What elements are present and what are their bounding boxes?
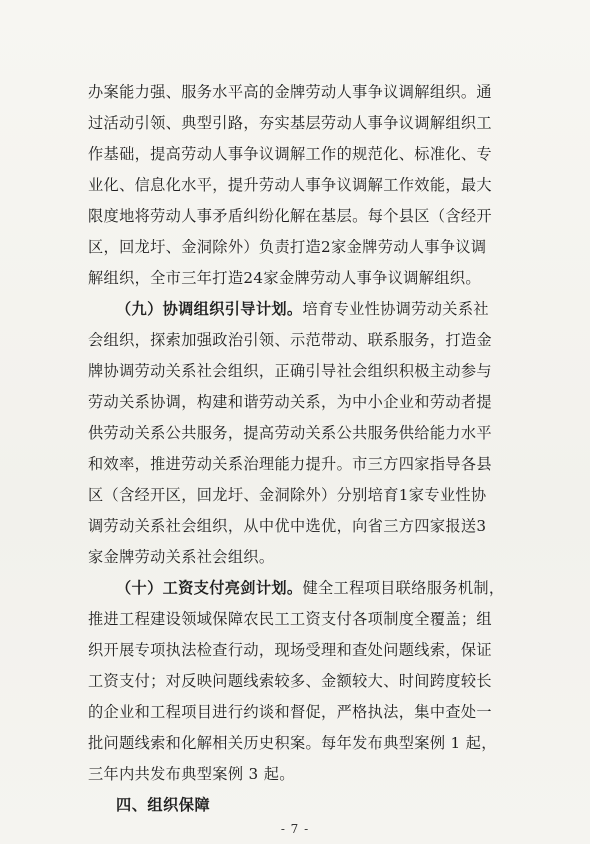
text-line: 工资支付；对反映问题线索较多、金额较大、时间跨度较长 (88, 672, 492, 690)
subsection-heading-ten: （十）工资支付亮剑计划。 (116, 579, 303, 597)
text-line: 区（含经开区，回龙圩、金洞除外）分别培育1家专业性协 (88, 486, 487, 504)
text-span: 培育专业性协调劳动关系社 (302, 300, 489, 318)
text-line: 供劳动关系公共服务，提高劳动关系公共服务供给能力水平 (88, 424, 492, 442)
text-line: 过活动引领、典型引路，夯实基层劳动人事争议调解组织工 (88, 114, 492, 132)
text-line: 的企业和工程项目进行约谈和督促，严格执法，集中查处一 (88, 703, 492, 721)
text-line: 调劳动关系社会组织，从中优中选优，向省三方四家报送3 (88, 517, 487, 535)
text-line: 推进工程建设领域保障农民工工资支付各项制度全覆盖；组 (88, 610, 492, 628)
text-line: 和效率，推进劳动关系治理能力提升。市三方四家指导各县 (88, 455, 492, 473)
page-number: - 7 - (280, 822, 310, 836)
text-line: 牌协调劳动关系社会组织，正确引导社会组织积极主动参与 (88, 362, 492, 380)
text-line: 批问题线索和化解相关历史积案。每年发布典型案例 1 起， (88, 734, 497, 752)
text-span: 健全工程项目联络服务机制， (302, 579, 505, 597)
paragraph-first-line (116, 578, 504, 598)
text-line: 办案能力强、服务水平高的金牌劳动人事争议调解组织。通 (88, 83, 492, 101)
section-heading: 四、组织保障 (116, 796, 211, 814)
subsection-heading-nine: （九）协调组织引导计划。 (116, 300, 303, 318)
paragraph-first-line (116, 299, 489, 319)
text-line: 劳动关系协调，构建和谐劳动关系，为中小企业和劳动者提 (88, 393, 492, 411)
text-line: 作基础，提高劳动人事争议调解工作的规范化、标准化、专 (88, 145, 492, 163)
text-line: 三年内共发布典型案例 3 起。 (88, 765, 295, 783)
text-line: 区，回龙圩、金洞除外）负责打造2家金牌劳动人事争议调 (88, 238, 487, 256)
text-line: 织开展专项执法检查行动，现场受理和查处问题线索，保证 (88, 641, 492, 659)
text-line: 限度地将劳动人事矛盾纠纷化解在基层。每个县区（含经开 (88, 207, 492, 225)
text-line: 解组织，全市三年打造24家金牌劳动人事争议调解组织。 (88, 269, 481, 287)
text-line: 家金牌劳动关系社会组织。 (88, 548, 275, 566)
text-line: 业化、信息化水平，提升劳动人事争议调解工作效能，最大 (88, 176, 492, 194)
text-line: 会组织，探索加强政治引领、示范带动、联系服务，打造金 (88, 331, 492, 349)
